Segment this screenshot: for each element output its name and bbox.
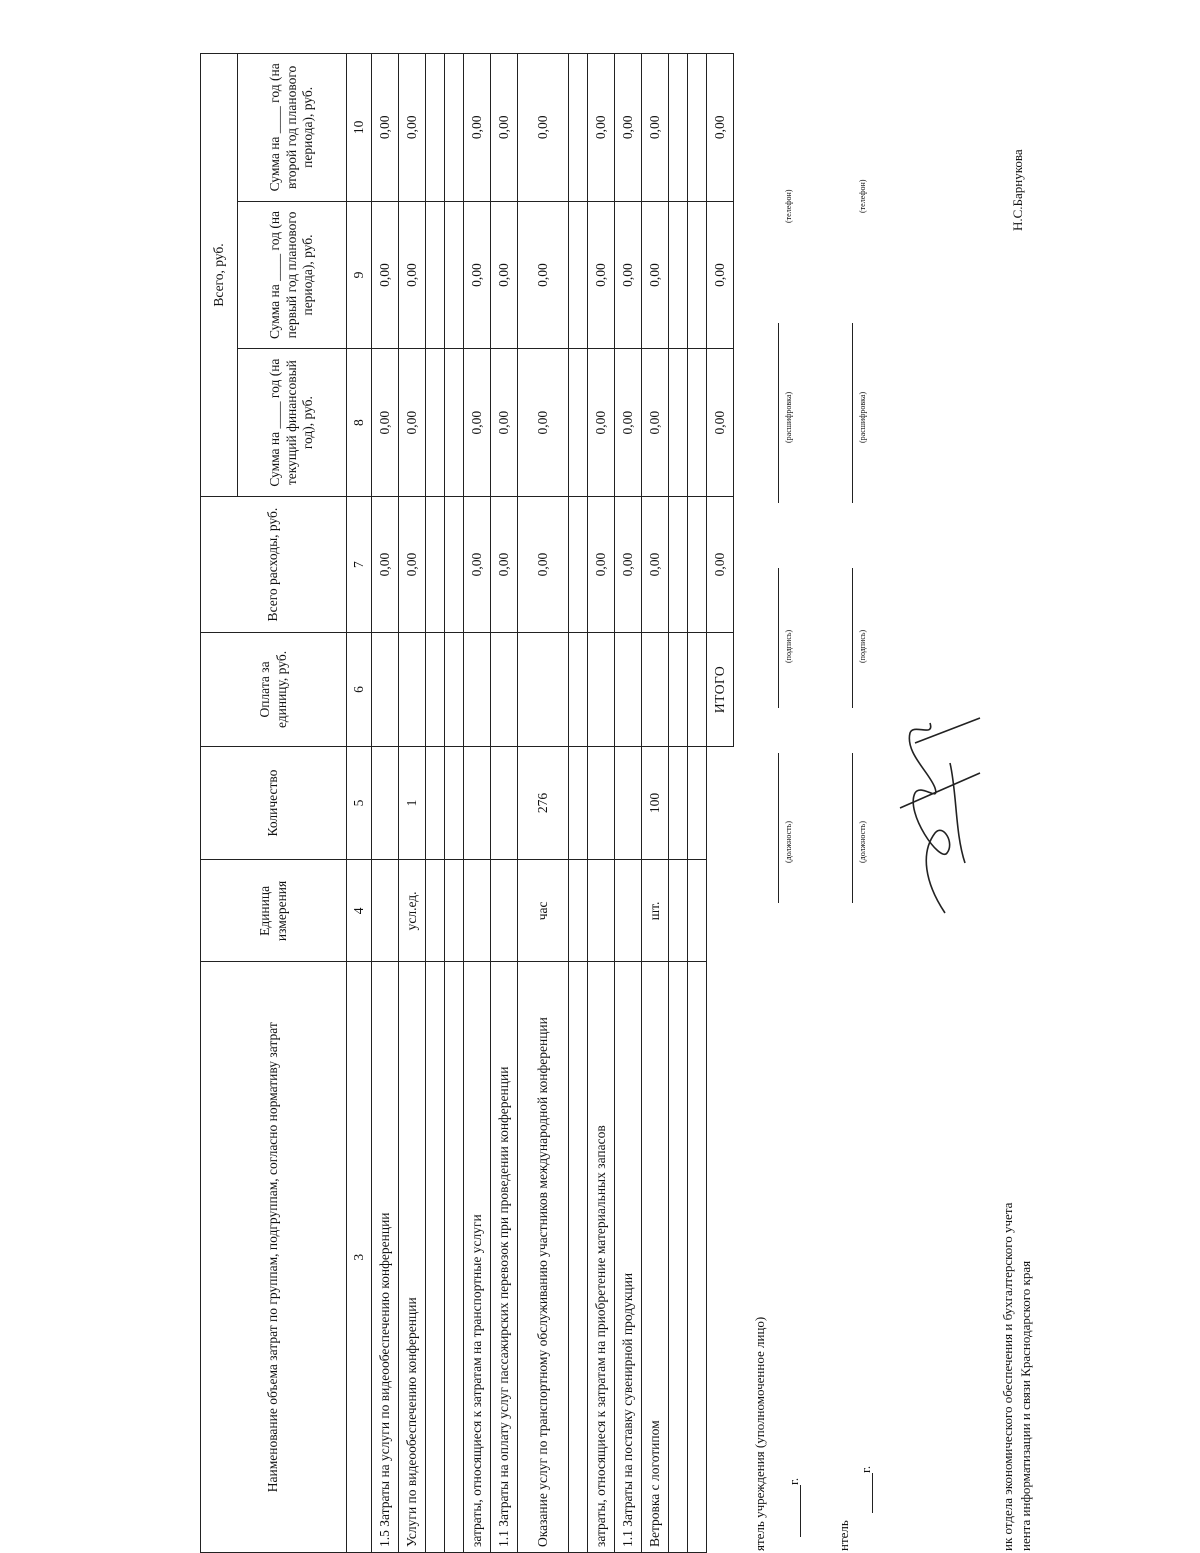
- table-row: [518, 54, 569, 1553]
- row-sum-current: 0,00: [615, 349, 642, 497]
- row-sum-current: 0,00: [491, 349, 518, 497]
- header-total: Всего расходы, руб.: [201, 496, 347, 632]
- decode-caption: (расшифровка): [858, 391, 867, 443]
- decode-line: [778, 323, 779, 503]
- row-price: [491, 633, 518, 747]
- col-number: 10: [347, 54, 372, 202]
- header-price: Оплата за единицу, руб.: [201, 633, 347, 747]
- col-number: 6: [347, 633, 372, 747]
- date-line: [872, 1473, 873, 1513]
- row-qty: 276: [518, 746, 569, 860]
- col-number: 4: [347, 860, 372, 962]
- row-unit: [372, 860, 399, 962]
- row-sum-first: 0,00: [399, 201, 426, 349]
- row-total: 0,00: [491, 496, 518, 632]
- header-unit: Единица измерения: [201, 860, 347, 962]
- row-qty: [615, 746, 642, 860]
- header-qty: Количество: [201, 746, 347, 860]
- row-total: 0,00: [615, 496, 642, 632]
- blank-row: [426, 54, 445, 1553]
- total-sum-second: 0,00: [707, 54, 734, 202]
- header-sum-first: Сумма на ____ год (на первый год планового периода), руб.: [238, 201, 347, 349]
- row-sum-second: 0,00: [491, 54, 518, 202]
- table-row: [464, 54, 491, 1553]
- col-number: 3: [347, 962, 372, 1553]
- row-sum-current: 0,00: [399, 349, 426, 497]
- row-sum-current: 0,00: [588, 349, 615, 497]
- row-unit: [615, 860, 642, 962]
- row-name: Ветровка с логотипом: [642, 962, 669, 1553]
- sign-line: [852, 568, 853, 708]
- header-sum-current: Сумма на ____ год (на текущий финансовый год), руб.: [238, 349, 347, 497]
- row-price: [642, 633, 669, 747]
- row-total: 0,00: [642, 496, 669, 632]
- col-number: 9: [347, 201, 372, 349]
- header-sum-second: Сумма на ____ год (на второй год планового периода), руб.: [238, 54, 347, 202]
- row-name: 1.1 Затраты на поставку сувенирной продукции: [615, 962, 642, 1553]
- row-unit: [491, 860, 518, 962]
- phone-caption: (телефон): [784, 189, 793, 223]
- footer-line-2: иента информатизации и связи Краснодарского края: [1018, 1260, 1033, 1551]
- footer-line-1: ик отдела экономического обеспечения и бухгалтерского учета: [1000, 1202, 1015, 1551]
- table-row: [372, 54, 399, 1553]
- row-sum-first: 0,00: [518, 201, 569, 349]
- executor-signature-label: нтель: [836, 1520, 851, 1551]
- row-sum-current: 0,00: [464, 349, 491, 497]
- position-caption: (должность): [784, 821, 793, 863]
- row-sum-current: 0,00: [642, 349, 669, 497]
- row-price: [518, 633, 569, 747]
- total-sum-first: 0,00: [707, 201, 734, 349]
- decode-caption: (расшифровка): [784, 391, 793, 443]
- row-total: 0,00: [518, 496, 569, 632]
- position-line: [778, 753, 779, 903]
- blank-row: [445, 54, 464, 1553]
- sign-caption: (подпись): [784, 629, 793, 663]
- footer-name: Н.С.Барнукова: [1010, 149, 1025, 231]
- table-row: [642, 54, 669, 1553]
- row-price: [588, 633, 615, 747]
- row-name: затраты, относящиеся к затратам на транспортные услуги: [464, 962, 491, 1553]
- header-name: Наименование объема затрат по группам, подгруппам, согласно нормативу затрат: [201, 962, 347, 1553]
- blank-row: [688, 54, 707, 1553]
- col-number: 8: [347, 349, 372, 497]
- row-qty: [464, 746, 491, 860]
- row-sum-second: 0,00: [399, 54, 426, 202]
- head-signature-label: ятель учреждения (уполномоченное лицо): [752, 1316, 767, 1551]
- row-price: [372, 633, 399, 747]
- row-price: [464, 633, 491, 747]
- total-sum-current: 0,00: [707, 349, 734, 497]
- row-sum-second: 0,00: [464, 54, 491, 202]
- row-total: 0,00: [588, 496, 615, 632]
- row-sum-second: 0,00: [642, 54, 669, 202]
- row-sum-second: 0,00: [518, 54, 569, 202]
- blank-row: [669, 54, 688, 1553]
- row-sum-first: 0,00: [464, 201, 491, 349]
- row-name: Услуги по видеообеспечению конференции: [399, 962, 426, 1553]
- table-row: [491, 54, 518, 1553]
- position-line: [852, 753, 853, 903]
- row-unit: час: [518, 860, 569, 962]
- row-qty: [491, 746, 518, 860]
- row-sum-second: 0,00: [372, 54, 399, 202]
- blank-row: [569, 54, 588, 1553]
- table-row: [588, 54, 615, 1553]
- row-sum-first: 0,00: [491, 201, 518, 349]
- row-unit: [588, 860, 615, 962]
- row-unit: шт.: [642, 860, 669, 962]
- sign-caption: (подпись): [858, 629, 867, 663]
- row-sum-second: 0,00: [588, 54, 615, 202]
- row-total: 0,00: [372, 496, 399, 632]
- row-unit: [464, 860, 491, 962]
- row-sum-first: 0,00: [588, 201, 615, 349]
- row-price: [399, 633, 426, 747]
- date-line: [800, 1485, 801, 1537]
- row-name: 1.1 Затраты на оплату услуг пассажирских перевозок при проведении конференции: [491, 962, 518, 1553]
- col-number: 7: [347, 496, 372, 632]
- row-sum-first: 0,00: [372, 201, 399, 349]
- row-sum-current: 0,00: [518, 349, 569, 497]
- position-caption: (должность): [858, 821, 867, 863]
- cost-table: [200, 53, 734, 1553]
- row-qty: 100: [642, 746, 669, 860]
- row-price: [615, 633, 642, 747]
- year-label: г.: [786, 1477, 801, 1485]
- row-name: Оказание услуг по транспортному обслуживанию участников международной конференции: [518, 962, 569, 1553]
- row-name: затраты, относящиеся к затратам на приобретение материальных запасов: [588, 962, 615, 1553]
- col-number: 5: [347, 746, 372, 860]
- table-row: [399, 54, 426, 1553]
- row-qty: [372, 746, 399, 860]
- total-row: [707, 54, 734, 1553]
- row-qty: [588, 746, 615, 860]
- row-sum-first: 0,00: [642, 201, 669, 349]
- year-label: г.: [858, 1465, 873, 1473]
- decode-line: [852, 323, 853, 503]
- column-number-row: [347, 54, 372, 1553]
- handwritten-signature: [885, 703, 995, 923]
- row-unit: усл.ед.: [399, 860, 426, 962]
- row-sum-current: 0,00: [372, 349, 399, 497]
- total-label: ИТОГО: [707, 633, 734, 747]
- row-qty: 1: [399, 746, 426, 860]
- total-sum: 0,00: [707, 496, 734, 632]
- table-row: [615, 54, 642, 1553]
- sign-line: [778, 568, 779, 708]
- row-sum-second: 0,00: [615, 54, 642, 202]
- row-name: 1.5 Затраты на услуги по видеообеспечению конференции: [372, 962, 399, 1553]
- row-total: 0,00: [399, 496, 426, 632]
- row-sum-first: 0,00: [615, 201, 642, 349]
- row-total: 0,00: [464, 496, 491, 632]
- header-group: Всего, руб.: [201, 54, 238, 497]
- phone-caption: (телефон): [858, 179, 867, 213]
